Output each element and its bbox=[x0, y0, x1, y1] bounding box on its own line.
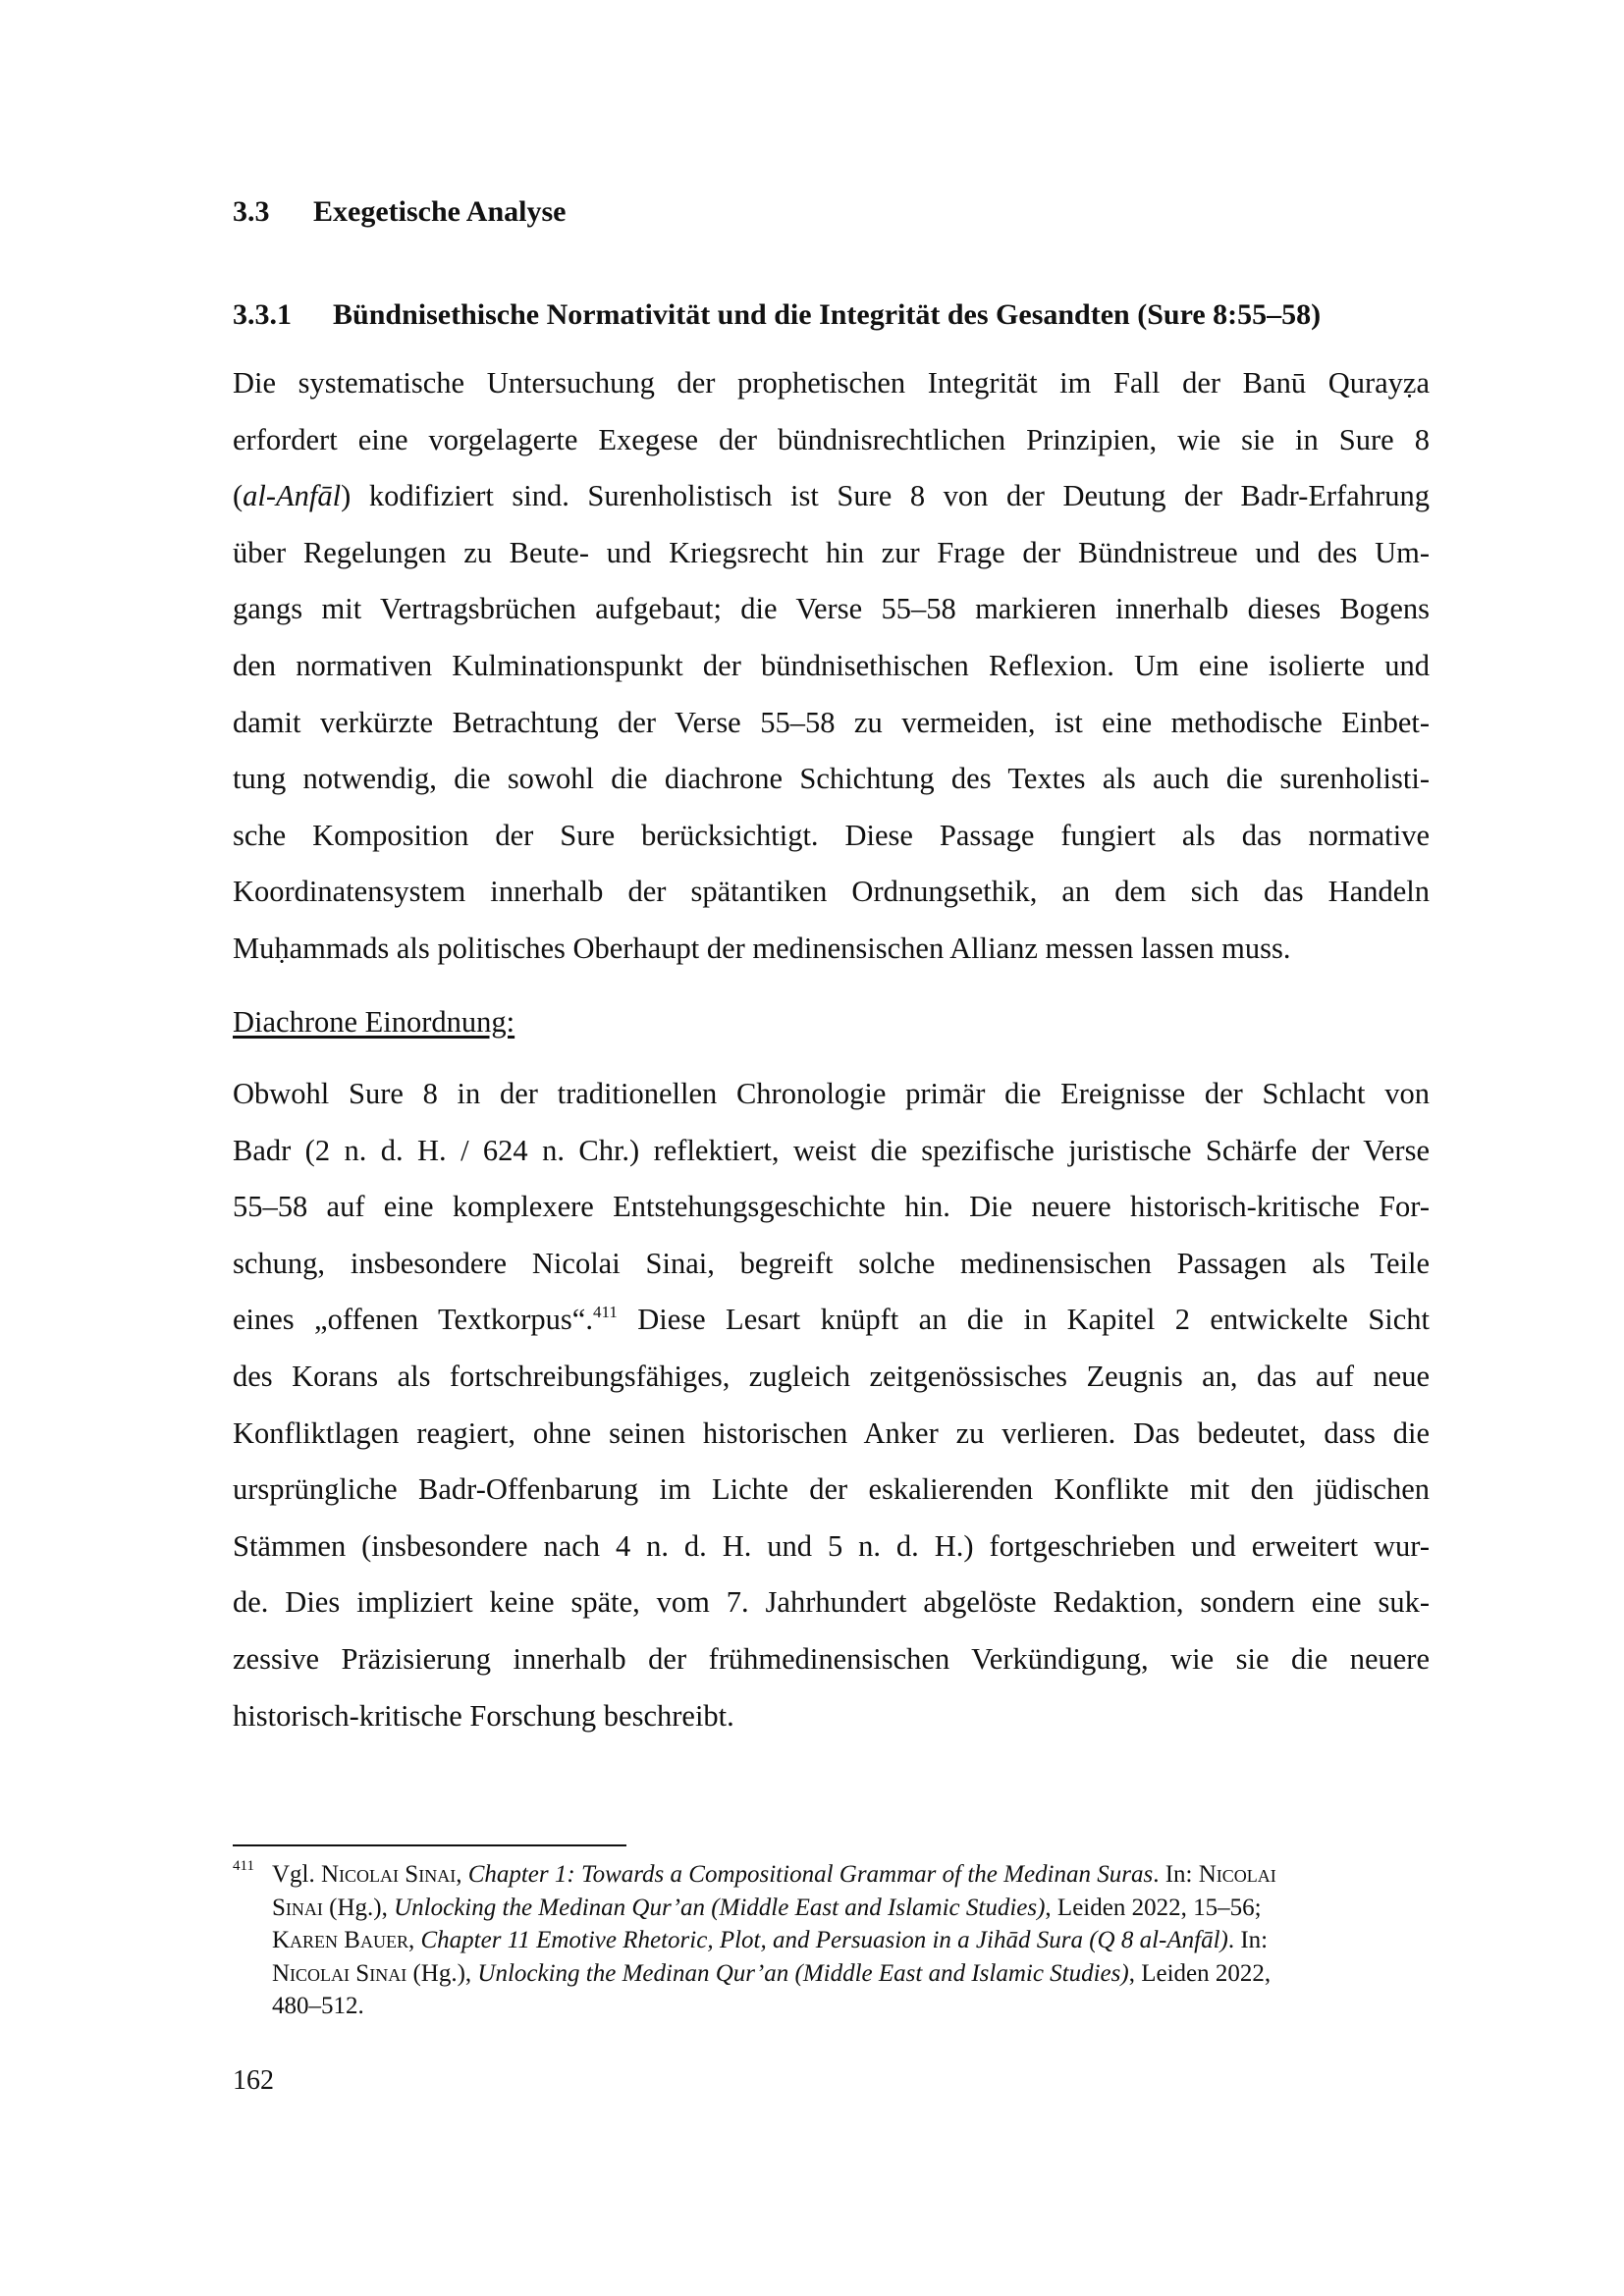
footnote-line: 480–512. bbox=[272, 1993, 364, 2019]
author-name: Nicolai Sinai bbox=[272, 1959, 407, 1987]
work-title: Chapter 11 Emotive Rhetoric, Plot, and Persuasion in a Jihād Sura (Q 8 al-Anfāl) bbox=[420, 1927, 1228, 1953]
author-name: Nicolai Sinai bbox=[321, 1861, 457, 1888]
footnote-text: (Hg.), bbox=[322, 1894, 395, 1921]
footnote-separator bbox=[233, 1844, 626, 1846]
paragraph-line: zessive Präzisierung innerhalb der frühmedinensischen Verkündigung, wie sie die neuere bbox=[233, 1641, 1430, 1676]
author-name: Karen Bauer bbox=[272, 1927, 408, 1953]
footnote-number: 411 bbox=[233, 1858, 254, 1874]
footnote-line bbox=[233, 1892, 1430, 1925]
paragraph-line: den normativen Kulminationspunkt der bündnisethischen Reflexion. Um eine isolierte und bbox=[233, 648, 1430, 682]
footnote-line bbox=[233, 1924, 1430, 1957]
paragraph-line: Muḥammads als politisches Oberhaupt der medinensischen Allianz messen lassen muss. bbox=[233, 931, 1291, 965]
subsection-heading bbox=[233, 297, 1321, 333]
paragraph-line: Obwohl Sure 8 in der traditionellen Chronologie primär die Ereignisse der Schlacht von bbox=[233, 1077, 1430, 1110]
footnote-text: . In: bbox=[1153, 1861, 1199, 1888]
footnote-line bbox=[233, 1957, 1430, 1991]
paragraph-line: schung, insbesondere Nicolai Sinai, begreift solche medinensischen Passagen als Teile bbox=[233, 1246, 1430, 1280]
footnote bbox=[233, 1858, 1430, 2023]
section-number: 3.3 bbox=[233, 195, 270, 228]
section-heading bbox=[233, 194, 566, 230]
page-number: 162 bbox=[233, 2065, 274, 2096]
paragraph-line: Koordinatensystem innerhalb der spätantiken Ordnungsethik, an dem sich das Handeln bbox=[233, 875, 1430, 909]
author-name: Sinai bbox=[272, 1894, 323, 1921]
paragraph-line: de. Dies impliziert keine späte, vom 7. Jahrhundert abgelöste Redaktion, sondern eine suk- bbox=[233, 1585, 1430, 1620]
footnote-text: (Hg.), bbox=[406, 1959, 478, 1987]
paragraph-line-with-term bbox=[233, 468, 1430, 525]
footnote-text: . In: bbox=[1227, 1927, 1269, 1953]
paragraph-line-text: kodifiziert sind. Surenholistisch ist Sure 8 von der Deutung der Badr-Erfahrung bbox=[368, 479, 1430, 513]
paragraph-line-text: Diese Lesart knüpft an die in Kapitel 2 entwickelte Sicht bbox=[637, 1303, 1431, 1337]
footnote-line bbox=[233, 1858, 1430, 1892]
paragraph-line: sche Komposition der Sure berücksichtigt. Diese Passage fungiert als das normative bbox=[233, 818, 1430, 852]
paragraph-line: Stämmen (insbesondere nach 4 n. d. H. und 5 n. d. H.) fortgeschrieben und erweitert wur- bbox=[233, 1528, 1430, 1563]
work-title: Chapter 1: Towards a Compositional Grammar of the Medinan Suras bbox=[467, 1861, 1154, 1888]
paragraph-diachron bbox=[233, 1066, 1430, 1744]
paragraph-line: ursprüngliche Badr-Offenbarung im Lichte der eskalierenden Konflikte mit den jüdischen bbox=[233, 1472, 1430, 1507]
diachrone-heading: Diachrone Einordnung: bbox=[233, 1005, 515, 1039]
paragraph-line: über Regelungen zu Beute- und Kriegsrecht hin zur Frage der Bündnistreue und des Um- bbox=[233, 535, 1430, 569]
paragraph-line-text: eines „offenen Textkorpus“. bbox=[233, 1303, 593, 1337]
work-title: Unlocking the Medinan Qur’an (Middle East and Islamic Studies) bbox=[394, 1894, 1046, 1921]
paragraph-line: Badr (2 n. d. H. / 624 n. Chr.) reflektiert, weist die spezifische juristische Schärfe der Verse bbox=[233, 1133, 1430, 1167]
paragraph-line: Die systematische Untersuchung der prophetischen Integrität im Fall der Banū Qurayẓa bbox=[233, 366, 1430, 400]
footnote-reference[interactable]: 411 bbox=[592, 1303, 618, 1322]
paren-close: ) bbox=[341, 479, 369, 513]
paragraph-line: damit verkürzte Betrachtung der Verse 55–58 zu vermeiden, ist eine methodische Einbet- bbox=[233, 705, 1430, 739]
work-title: Unlocking the Medinan Qur’an (Middle East and Islamic Studies) bbox=[477, 1959, 1129, 1987]
paragraph-line-with-footnote bbox=[233, 1292, 1430, 1349]
footnote-text: , bbox=[456, 1861, 468, 1888]
paragraph-line: historisch-kritische Forschung beschreibt. bbox=[233, 1698, 734, 1733]
footnote-text: Vgl. bbox=[272, 1861, 321, 1888]
section-title: Exegetische Analyse bbox=[313, 195, 567, 228]
paragraph-line: gangs mit Vertragsbrüchen aufgebaut; die Verse 55–58 markieren innerhalb dieses Bogens bbox=[233, 592, 1430, 626]
paragraph-line: tung notwendig, die sowohl die diachrone Schichtung des Textes als auch die surenholisti- bbox=[233, 762, 1430, 796]
footnote-text: , Leiden 2022, bbox=[1128, 1959, 1272, 1987]
paren-open: ( bbox=[233, 479, 244, 513]
paragraph-line: 55–58 auf eine komplexere Entstehungsgeschichte hin. Die neuere historisch-kritische For- bbox=[233, 1190, 1430, 1224]
sura-name-term: al-Anfāl bbox=[243, 479, 342, 513]
paragraph-line: erfordert eine vorgelagerte Exegese der bündnisrechtlichen Prinzipien, wie sie in Sure 8 bbox=[233, 422, 1430, 456]
subsection-number: 3.3.1 bbox=[233, 298, 292, 331]
subsection-title: Bündnisethische Normativität und die Integrität des Gesandten (Sure 8:55–58) bbox=[333, 298, 1322, 331]
paragraph-line: Konfliktlagen reagiert, ohne seinen historischen Anker zu verlieren. Das bedeutet, dass die bbox=[233, 1415, 1430, 1450]
footnote-text: , Leiden 2022, 15–56; bbox=[1045, 1894, 1262, 1921]
paragraph-intro bbox=[233, 355, 1430, 978]
author-name: Nicolai bbox=[1198, 1861, 1276, 1888]
paragraph-line: des Korans als fortschreibungsfähiges, zugleich zeitgenössisches Zeugnis an, das auf neue bbox=[233, 1359, 1430, 1393]
footnote-text: , bbox=[407, 1927, 421, 1953]
